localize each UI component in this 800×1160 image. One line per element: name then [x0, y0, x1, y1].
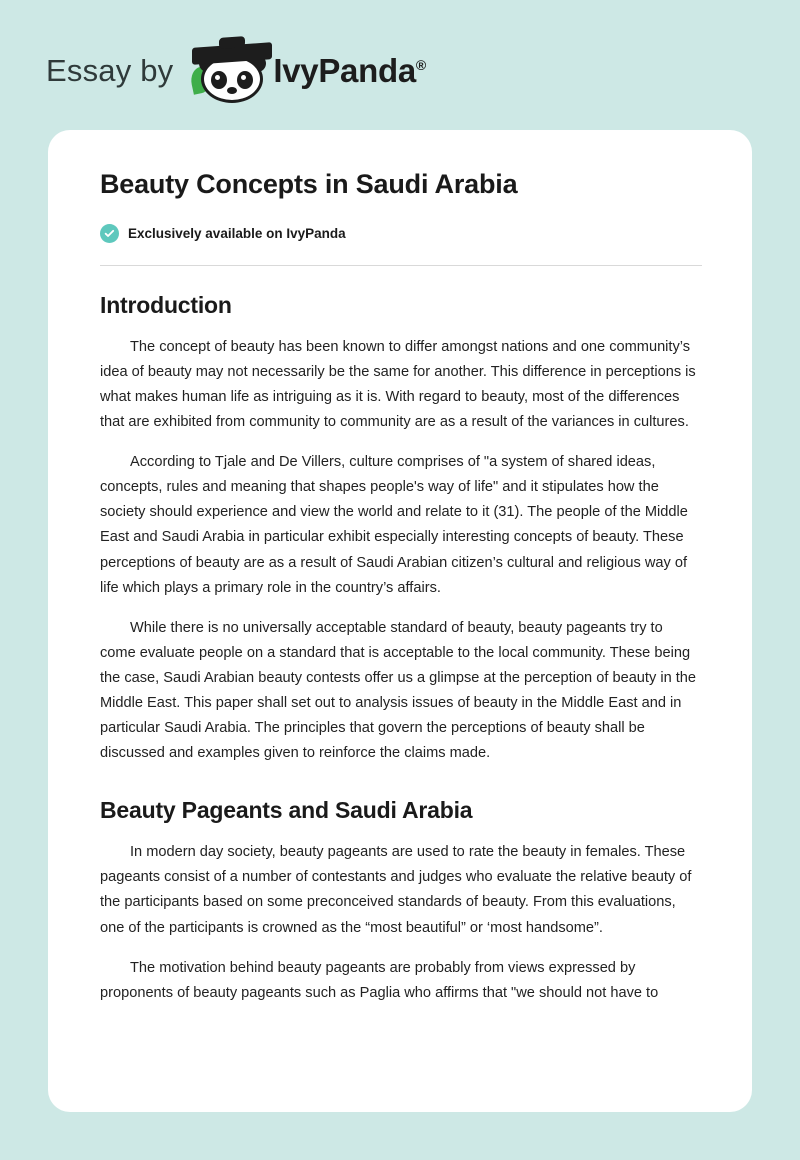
essay-card-content [48, 130, 752, 1006]
section-heading-beauty-pageants-and-saudi-arabia: Beauty Pageants and Saudi Arabia [100, 797, 473, 824]
check-circle-icon [100, 224, 119, 243]
brand-prefix-label: Essay by [46, 53, 174, 88]
ivypanda-logo[interactable] [187, 39, 426, 103]
paragraph: In modern day society, beauty pageants are used to rate the beauty in females. These pageants consist of a number of contestants and judges who evaluate the relative beauty of the participants based on some preconceived standards of beauty. From this evaluations, one of the participants is crowned as the “most beautiful” or ‘most handsome”. [100, 844, 692, 936]
ivypanda-panda-logo-icon [187, 39, 275, 103]
section-heading-introduction: Introduction [100, 291, 232, 318]
title-divider [100, 265, 702, 266]
paragraph: While there is no universally acceptable standard of beauty, beauty pageants try to come evaluate people on a standard that is acceptable to the local community. These being the case, Saudi Arabian beauty contests offer us a glimpse at the perception of beauty in the Middle East. This paper shall set out to analysis issues of beauty in the Middle East and in particular Saudi Arabia. The principles that govern the perceptions of beauty shall be discussed and examples given to reinforce the claims made. [100, 619, 697, 762]
page-title: Beauty Concepts in Saudi Arabia [100, 169, 518, 199]
essay-card [48, 130, 752, 1112]
brand-name-text: IvyPanda [273, 52, 416, 89]
paragraph: The motivation behind beauty pageants are probably from views expressed by proponents of beauty pageants such as Paglia who affirms that "we should not have to [100, 959, 659, 1001]
brand-header [46, 38, 426, 104]
paragraph: The concept of beauty has been known to differ amongst nations and one community’s idea of beauty may not necessarily be the same for another. This difference in perceptions is what makes human life as intriguing as it is. With regard to beauty, most of the differences that are exhibited from community to community are as a result of the variances in cultures. [100, 338, 696, 431]
brand-name-label [273, 52, 426, 90]
exclusive-badge-label: Exclusively available on IvyPanda [128, 225, 346, 241]
exclusive-badge [100, 224, 702, 243]
registered-mark: ® [415, 57, 426, 73]
paragraph: According to Tjale and De Villers, culture comprises of "a system of shared ideas, concepts, rules and meaning that shapes people's way of life" and it stipulates how the society should experience and view the world and relate to it (31). The people of the Middle East and Saudi Arabia in particular exhibit especially interesting concepts of beauty. These perceptions of beauty are as a result of Saudi Arabian citizen’s cultural and religious way of life which plays a primary role in the country’s affairs. [100, 454, 688, 596]
